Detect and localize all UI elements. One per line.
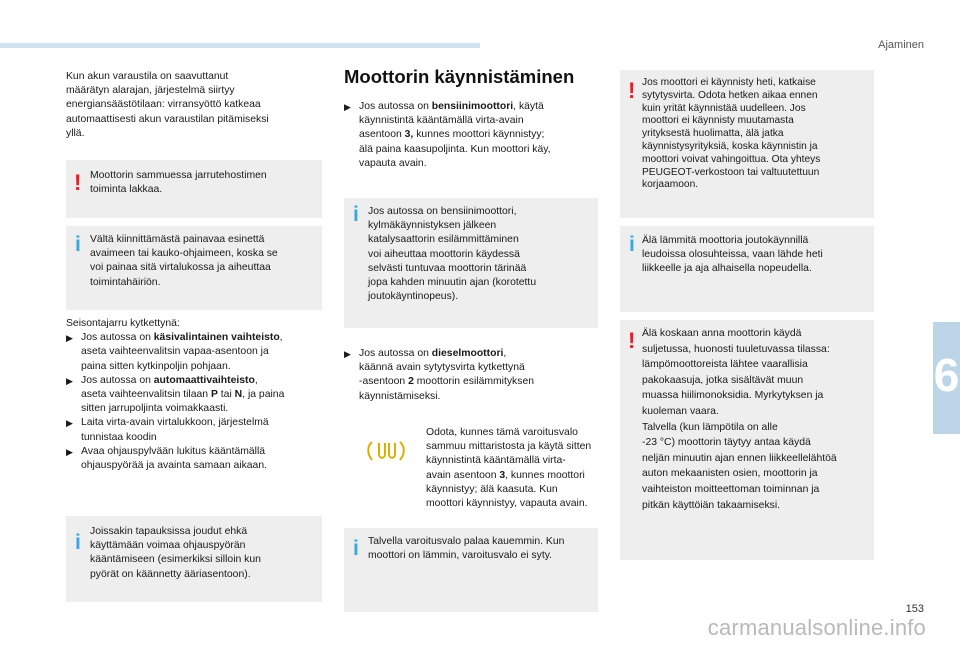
info-icon: i (629, 233, 635, 256)
intro-paragraph: Kun akun varaustila on saavuttanut määrätyn alarajan, järjestelmä siirtyy energiansäästötilaan: virransyöttö katkeaa automaattisesti akun varaustilan pitämiseksi yllä. (66, 71, 269, 139)
steering-unlock-section: Seisontajarru kytkettynä: ▶ Jos autossa on käsivalintainen vaihteisto, aseta vaihteenvalitsin vapaa-asentoon ja paina sitten kytkinpoljin pohjaan. ▶ Jos autossa on automaattivaihteisto, aseta vaihteenvalitsin tilaan P tai N, ja paina sitten jarrupoljinta voimakkaasti. ▶ Laita virta-avain virtalukkoon, järjestelmä tunnistaa koodin ▶ Avaa ohjauspylvään lukitus kääntämällä ohjauspyörää ja avainta samaan aikaan. (66, 317, 328, 473)
warning-icon: ! (74, 170, 82, 195)
bullet-icon: ▶ (66, 446, 73, 457)
info-box-steering-force (66, 516, 322, 602)
warning-icon: ! (628, 78, 636, 103)
list-item: ▶ Jos autossa on dieselmoottori, käännä avain sytytysvirta kytkettynä -asentoon 2 moottorin esilämmityksen käynnistämiseksi. (344, 348, 534, 402)
info-text: Vältä kiinnittämästä painavaa esinettä avaimeen tai kauko-ohjaimeen, koska se voi painaa sitä virtalukossa ja aiheuttaa toimintahäiriön. (90, 234, 278, 288)
page-title: Moottorin käynnistäminen (344, 66, 575, 87)
warning-box-brake (66, 160, 322, 218)
info-box-winter (344, 528, 598, 612)
watermark: carmanualsonline.info (707, 615, 926, 640)
warning-text: Jos moottori ei käynnisty heti, katkaise sytytysvirta. Odota hetken aikaa ennen kuin yrität käynnistää uudelleen. Jos moottori ei käynnisty muutamasta yrityksestä huolimatta, älä jatka käynnistysyrityksiä, koska käynnistin ja moottori voivat vahingoittua. Ota yhteys PEUGEOT-verkostoon tai valtuutettuun korjaamoon. (642, 77, 821, 191)
list-item: ▶ Jos autossa on käsivalintainen vaihteisto, aseta vaihteenvalitsin vapaa-asentoon ja paina sitten kytkinpoljin pohjaan. (66, 332, 283, 372)
bullet-icon: ▶ (66, 333, 73, 344)
info-icon: i (353, 537, 359, 560)
header-bar (0, 43, 480, 48)
bullet-icon: ▶ (344, 102, 351, 112)
bullet-icon: ▶ (344, 349, 351, 359)
chapter-number: 6 (933, 349, 960, 401)
info-box-idle-warmup (620, 226, 874, 312)
warning-text: Moottorin sammuessa jarrutehostimen toiminta lakkaa. (90, 170, 267, 196)
info-icon: i (75, 233, 81, 256)
glow-plug-paragraph: Odota, kunnes tämä varoitusvalo sammuu mittaristosta ja käytä sitten käynnistintä kääntämällä virta- avain asentoon 3, kunnes moottori käynnistyy; älä kaasuta. Kun moottori käynnistyy, vapauta avain. (426, 427, 592, 510)
bullet-icon: ▶ (66, 375, 73, 386)
info-text: Talvella varoitusvalo palaa kauemmin. Kun moottori on lämmin, varoitusvalo ei syty. (368, 536, 565, 562)
info-box-key (66, 226, 322, 310)
glow-plug-icon (366, 440, 406, 462)
bullet-icon: ▶ (66, 418, 73, 429)
section-title: Ajaminen (878, 39, 924, 51)
list-item: ▶ Jos autossa on bensiinimoottori, käytä käynnistintä kääntämällä virta-avain asentoon 3, kunnes moottori käynnistyy; älä paina kaasupoljinta. Kun moottori käy, vapauta avain. (344, 101, 551, 169)
info-icon: i (353, 203, 359, 226)
list-item: ▶ Jos autossa on automaattivaihteisto, aseta vaihteenvalitsin tilaan P tai N, ja paina sitten jarrupoljinta voimakkaasti. (66, 374, 285, 415)
list-item: ▶ Laita virta-avain virtalukkoon, järjestelmä tunnistaa koodin (66, 417, 269, 443)
warning-text: Älä koskaan anna moottorin käydä suljetussa, huonosti tuuletuvassa tilassa: lämpömoottoreista lähtee vaarallisia pakokaasuja, jotka sisältävät muun muassa hiilimonoksidia. Myrkytyksen ja kuoleman vaara. Talvella (kun lämpötila on alle -23 °C) moottorin täytyy antaa käydä neljän minuutin ajan ennen liikkeellelähtöä auton mekaanisten osien, moottorin ja vaihteiston moitteettoman toiminnan ja pitkän käyttöiän takaamiseksi. (642, 328, 837, 511)
info-text: Jos autossa on bensiinimoottori, kylmäkäynnistyksen jälkeen katalysaattorin esilämmittäminen voi aiheuttaa moottorin käydessä selvästi tuntuvaa moottorin tärinää jopa kahden minuutin ajan (korotettu joutokäyntinopeus). (368, 206, 537, 303)
petrol-start-paragraph (344, 100, 606, 171)
warning-icon: ! (628, 328, 636, 353)
info-text: Älä lämmitä moottoria joutokäynnillä leudoissa olosuhteissa, vaan lähde heti liikkeelle ja aja alhaisella nopeudella. (642, 235, 823, 275)
diesel-start-paragraph (344, 347, 606, 404)
info-box-catalyst (344, 198, 598, 328)
warning-box-no-start (620, 70, 874, 218)
page-number: 153 (905, 603, 924, 615)
list-item: ▶ Avaa ohjauspylvään lukitus kääntämällä ohjauspyörää ja avainta samaan aikaan. (66, 445, 268, 472)
info-text: Joissakin tapauksissa joudut ehkä käyttämään voimaa ohjauspyörän kääntämiseen (esimerkiksi silloin kun pyörät on käännetty ääriasentoon). (90, 526, 261, 580)
info-icon: i (75, 531, 81, 554)
warning-box-exhaust (620, 320, 874, 560)
